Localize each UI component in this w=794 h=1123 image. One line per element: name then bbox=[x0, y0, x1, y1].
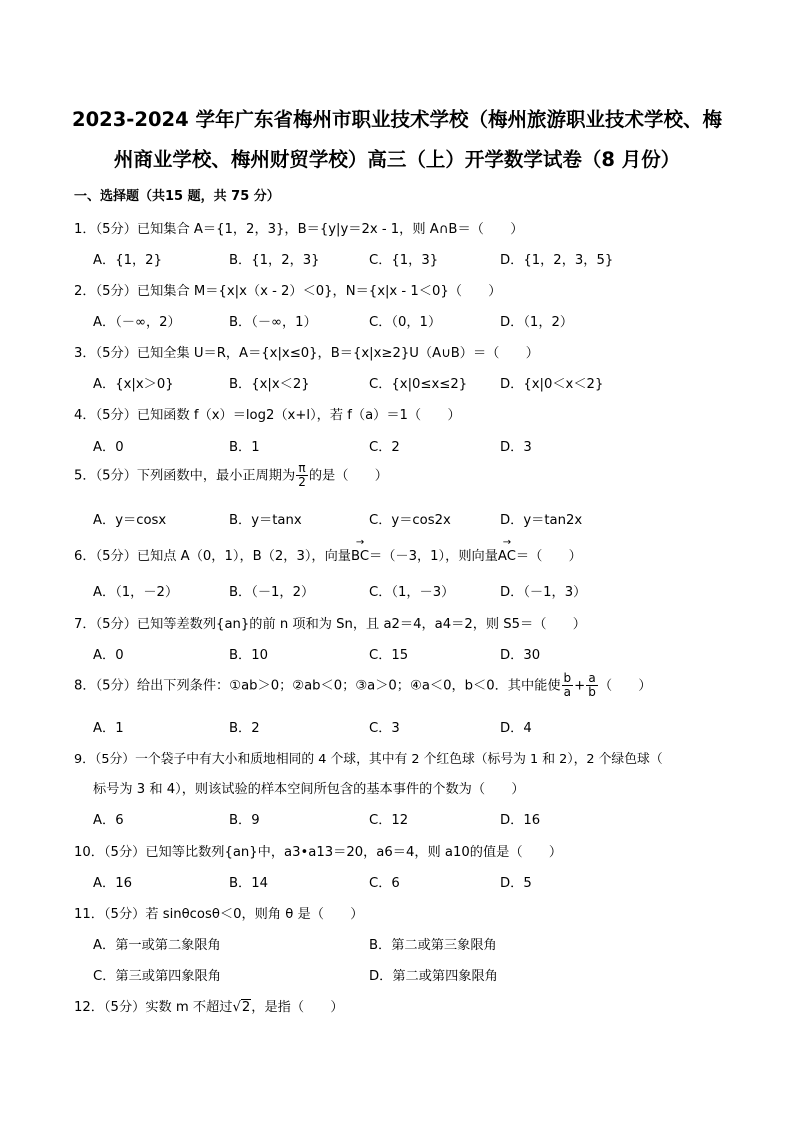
q2-option-c: C．（0，1） bbox=[369, 315, 442, 330]
q9-option-b: B．9 bbox=[229, 813, 260, 828]
vector-ac: → AC bbox=[498, 549, 516, 564]
q5-fraction bbox=[296, 462, 308, 489]
q6-option-d: D．（－1，3） bbox=[500, 585, 587, 600]
q5-option-d: D．y＝tan2x bbox=[500, 513, 583, 528]
q4-option-b: B．1 bbox=[229, 440, 260, 455]
q2-option-d: D．（1，2） bbox=[500, 315, 574, 330]
q10-option-b: B．14 bbox=[229, 876, 269, 891]
q10-option-d: D．5 bbox=[500, 876, 532, 891]
q8-option-c: C．3 bbox=[369, 721, 400, 736]
q1-option-b: B．{1，2，3} bbox=[229, 253, 320, 268]
q3-option-a: A．{x|x＞0} bbox=[93, 377, 174, 392]
q6-stem-pre: 6．（5分）已知点 A（0，1），B（2，3），向量 bbox=[74, 549, 351, 564]
question-9-cont: 标号为 3 和 4），则该试验的样本空间所包含的基本事件的个数为（ ） bbox=[93, 782, 525, 797]
q9-option-a: A．6 bbox=[93, 813, 124, 828]
q5-frac-num: π bbox=[296, 462, 308, 476]
q8-plus: + bbox=[574, 678, 586, 694]
title-line-1: 2023-2024 学年广东省梅州市职业技术学校（梅州旅游职业技术学校、梅 bbox=[72, 108, 722, 131]
question-11: 11．（5分）若 sinθcosθ＜0，则角 θ 是（ ） bbox=[74, 907, 364, 922]
q11-option-d: D．第二或第四象限角 bbox=[369, 969, 498, 984]
q7-option-c: C．15 bbox=[369, 648, 409, 663]
q8-option-b: B．2 bbox=[229, 721, 260, 736]
q12-stem-pre: 12．（5分）实数 m 不超过 bbox=[74, 1000, 233, 1015]
q8-option-a: A．1 bbox=[93, 721, 124, 736]
question-9: 9．（5分）一个袋子中有大小和质地相同的 4 个球，其中有 2 个红色球（标号为 1 和 2），2 个绿色球（ bbox=[74, 752, 663, 767]
q12-stem-post: ，是指（ ） bbox=[251, 1000, 344, 1015]
page-title bbox=[60, 100, 734, 180]
q5-option-a: A．y＝cosx bbox=[93, 513, 167, 528]
q5-stem-post: 的是（ ） bbox=[308, 468, 388, 484]
q8-f2-num: a bbox=[586, 672, 598, 686]
question-1: 1．（5分）已知集合 A＝{1，2，3}，B＝{y|y＝2x - 1，则 A∩B＝（ ） bbox=[74, 222, 524, 237]
q6-stem-post: ＝（ ） bbox=[515, 549, 582, 564]
section-heading: 一、选择题（共15 题，共 75 分） bbox=[74, 189, 280, 204]
question-7: 7．（5分）已知等差数列{an}的前 n 项和为 Sn，且 a2＝4，a4＝2，则 S5＝（ ） bbox=[74, 617, 586, 632]
question-6 bbox=[74, 545, 582, 564]
q3-option-d: D．{x|0＜x＜2} bbox=[500, 377, 604, 392]
q3-option-c: C．{x|0≤x≤2} bbox=[369, 377, 468, 392]
question-8 bbox=[74, 672, 652, 699]
q3-option-b: B．{x|x＜2} bbox=[229, 377, 310, 392]
q4-option-c: C．2 bbox=[369, 440, 400, 455]
q9-option-c: C．12 bbox=[369, 813, 409, 828]
q7-option-b: B．10 bbox=[229, 648, 269, 663]
q11-option-b: B．第二或第三象限角 bbox=[369, 938, 497, 953]
q4-option-a: A．0 bbox=[93, 440, 124, 455]
q6-option-a: A．（1，－2） bbox=[93, 585, 179, 600]
q8-option-d: D．4 bbox=[500, 721, 532, 736]
q1-option-d: D．{1，2，3，5} bbox=[500, 253, 614, 268]
question-3: 3．（5分）已知全集 U＝R，A＝{x|x≤0}，B＝{x|x≥2}U（A∪B）＝（ ） bbox=[74, 346, 539, 361]
q8-fraction-2 bbox=[586, 672, 598, 699]
q2-option-a: A．（－∞，2） bbox=[93, 315, 181, 330]
q5-frac-den: 2 bbox=[298, 475, 306, 489]
q11-option-c: C．第三或第四象限角 bbox=[93, 969, 221, 984]
question-12 bbox=[74, 996, 344, 1015]
sqrt-symbol: √2 bbox=[232, 1000, 251, 1015]
q7-option-d: D．30 bbox=[500, 648, 541, 663]
q6-stem-mid: ＝（－3，1），则向量 bbox=[369, 549, 498, 564]
q8-stem-pre: 8．（5分）给出下列条件：①ab＞0；②ab＜0；③a＞0；④a＜0，b＜0．其中能使 bbox=[74, 678, 561, 694]
q8-f1-den: a bbox=[563, 685, 572, 699]
q8-f1-num: b bbox=[563, 671, 572, 685]
sqrt-radicand: 2 bbox=[241, 1000, 251, 1015]
q6-option-c: C．（1，－3） bbox=[369, 585, 455, 600]
q11-option-a: A．第一或第二象限角 bbox=[93, 938, 221, 953]
q10-option-a: A．16 bbox=[93, 876, 132, 891]
question-10: 10．（5分）已知等比数列{an}中，a3•a13＝20，a6＝4，则 a10的值是（ ） bbox=[74, 845, 563, 860]
q4-option-d: D．3 bbox=[500, 440, 532, 455]
q8-stem-post: （ ） bbox=[598, 678, 652, 694]
q1-option-a: A．{1，2} bbox=[93, 253, 162, 268]
question-5 bbox=[74, 462, 388, 489]
q8-f2-den: b bbox=[588, 685, 596, 699]
q5-option-b: B．y＝tanx bbox=[229, 513, 302, 528]
q7-option-a: A．0 bbox=[93, 648, 124, 663]
q5-option-c: C．y＝cos2x bbox=[369, 513, 451, 528]
q5-stem-pre: 5．（5分）下列函数中，最小正周期为 bbox=[74, 468, 296, 484]
vector-bc: → BC bbox=[351, 549, 369, 564]
question-2: 2．（5分）已知集合 M＝{x|x（x - 2）＜0}，N＝{x|x - 1＜0}（ ） bbox=[74, 284, 502, 299]
q1-option-c: C．{1，3} bbox=[369, 253, 439, 268]
q10-option-c: C．6 bbox=[369, 876, 400, 891]
title-line-2: 州商业学校、梅州财贸学校）高三（上）开学数学试卷（8 月份） bbox=[113, 148, 681, 171]
q8-fraction-1 bbox=[562, 672, 574, 699]
question-4: 4．（5分）已知函数 f（x）＝log2（x+l），若 f（a）＝1（ ） bbox=[74, 408, 461, 423]
q2-option-b: B．（－∞，1） bbox=[229, 315, 317, 330]
q9-option-d: D．16 bbox=[500, 813, 541, 828]
q6-option-b: B．（－1，2） bbox=[229, 585, 315, 600]
